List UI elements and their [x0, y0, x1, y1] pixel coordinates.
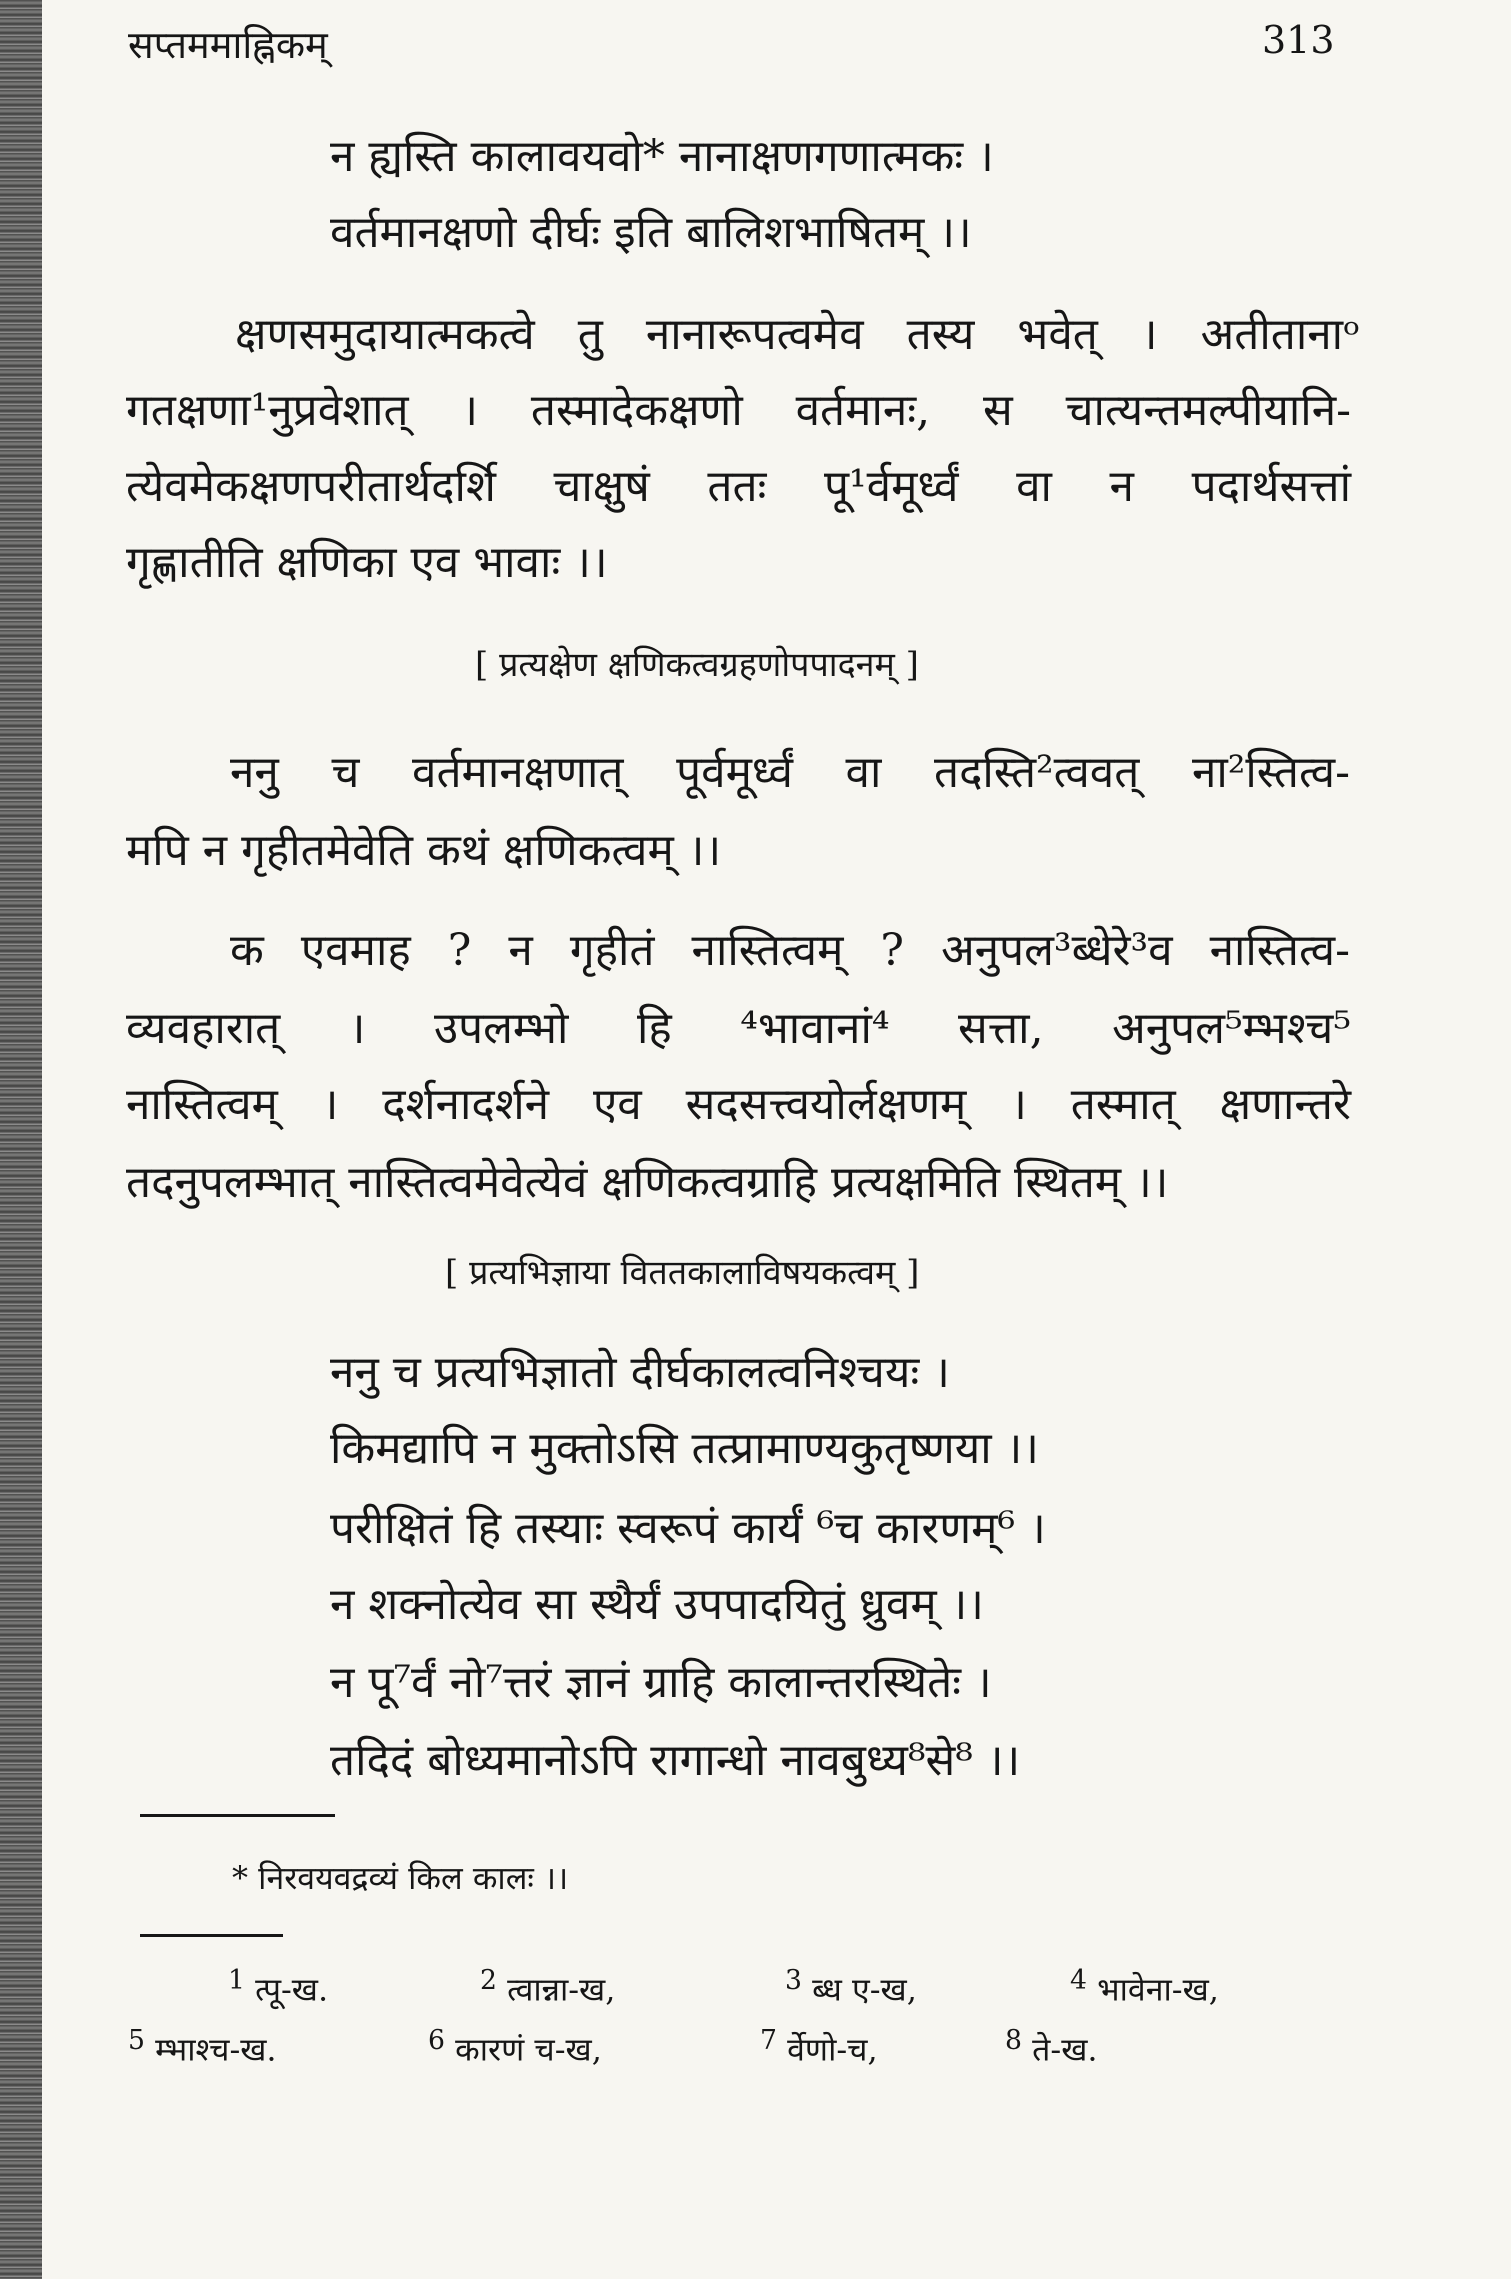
verse-line: तदिदं बोध्यमानोऽपि रागान्धो नावबुध्य⁸से⁸ ।।: [330, 1735, 1021, 1786]
variant-note: [128, 2025, 277, 2071]
note-number: 4: [1070, 1965, 1087, 1996]
footnote-star: * निरवयवद्रव्यं किल कालः ।।: [232, 1859, 569, 1897]
prose-line: नास्तित्वम् । दर्शनादर्शने एव सदसत्त्वयोर्लक्षणम् । तस्मात् क्षणान्तरे: [126, 1079, 1351, 1130]
variant-note: [760, 2025, 878, 2071]
note-number: 5: [128, 2025, 145, 2056]
prose-line: क एवमाह ? न गृहीतं नास्तित्वम् ? अनुपल³ब्धेरे³व नास्तित्व-: [230, 925, 1350, 976]
prose-line: व्यवहारात् । उपलम्भो हि ⁴भावानां⁴ सत्ता, अनुपल⁵म्भश्च⁵: [126, 1003, 1351, 1054]
verse-line: न पू⁷र्वं नो⁷त्तरं ज्ञानं ग्राहि कालान्तरस्थितेः ।: [330, 1657, 992, 1708]
variant-note: [480, 1965, 615, 2011]
notes-rule: [140, 1934, 283, 1937]
note-number: 3: [785, 1965, 802, 1996]
verse-line: ननु च प्रत्यभिज्ञातो दीर्घकालत्वनिश्चयः ।: [330, 1347, 950, 1398]
note-number: 6: [428, 2025, 445, 2056]
verse-line: न शक्नोत्येव सा स्थैर्यं उपपादयितुं ध्रुवम् ।।: [330, 1579, 984, 1630]
page-number: 313: [1262, 18, 1335, 62]
prose-line: मपि न गृहीतमेवेति कथं क्षणिकत्वम् ।।: [126, 825, 722, 876]
note-number: 2: [480, 1965, 497, 1996]
note-text: कारणं च-ख,: [455, 2030, 602, 2069]
note-text: म्भाश्च-ख.: [155, 2030, 277, 2069]
section-heading: [ प्रत्यभिज्ञाया विततकालाविषयकत्वम् ]: [445, 1253, 920, 1293]
note-text: र्वेणो-च,: [787, 2030, 878, 2069]
variant-note: [1070, 1965, 1219, 2011]
running-title: सप्तममाह्निकम्: [128, 23, 328, 67]
verse-line: परीक्षितं हि तस्याः स्वरूपं कार्यं ⁶च कारणम्⁶ ।: [330, 1503, 1046, 1554]
verse-line: वर्तमानक्षणो दीर्घः इति बालिशभाषितम् ।।: [330, 207, 972, 258]
note-number: 8: [1005, 2025, 1022, 2056]
prose-line: ननु च वर्तमानक्षणात् पूर्वमूर्ध्वं वा तदस्ति²त्ववत् ना²स्तित्व-: [230, 747, 1350, 798]
variant-note: [785, 1965, 917, 2011]
note-text: भावेना-ख,: [1097, 1970, 1219, 2009]
prose-line: क्षणसमुदायात्मकत्वे तु नानारूपत्वमेव तस्य भवेत् । अतीतानाᵒ: [235, 309, 1360, 360]
variant-note: [428, 2025, 602, 2071]
variant-note: [228, 1965, 328, 2011]
footnote-rule: [140, 1814, 335, 1817]
note-text: ते-ख.: [1032, 2030, 1098, 2069]
variant-note: [1005, 2025, 1098, 2071]
note-text: त्वान्ना-ख,: [507, 1970, 616, 2009]
prose-line: तदनुपलम्भात् नास्तित्वमेवेत्येवं क्षणिकत्वग्राहि प्रत्यक्षमिति स्थितम् ।।: [126, 1157, 1169, 1208]
note-number: 1: [228, 1965, 245, 1996]
prose-line: त्येवमेकक्षणपरीतार्थदर्शि चाक्षुषं ततः पू¹र्वमूर्ध्वं वा न पदार्थसत्तां: [126, 461, 1351, 512]
prose-line: गृह्णातीति क्षणिका एव भावाः ।।: [126, 537, 608, 588]
note-text: ब्ध ए-ख,: [812, 1970, 917, 2009]
verse-line: किमद्यापि न मुक्तोऽसि तत्प्रामाण्यकुतृष्णया ।।: [330, 1423, 1039, 1474]
prose-line: गतक्षणा¹नुप्रवेशात् । तस्मादेकक्षणो वर्तमानः, स चात्यन्तमल्पीयानि-: [126, 385, 1351, 436]
note-text: त्पू-ख.: [255, 1970, 329, 2009]
verse-line: न ह्यस्ति कालावयवो* नानाक्षणगणात्मकः ।: [330, 131, 994, 182]
section-heading: [ प्रत्यक्षेण क्षणिकत्वग्रहणोपपादनम् ]: [475, 645, 919, 685]
note-number: 7: [760, 2025, 777, 2056]
